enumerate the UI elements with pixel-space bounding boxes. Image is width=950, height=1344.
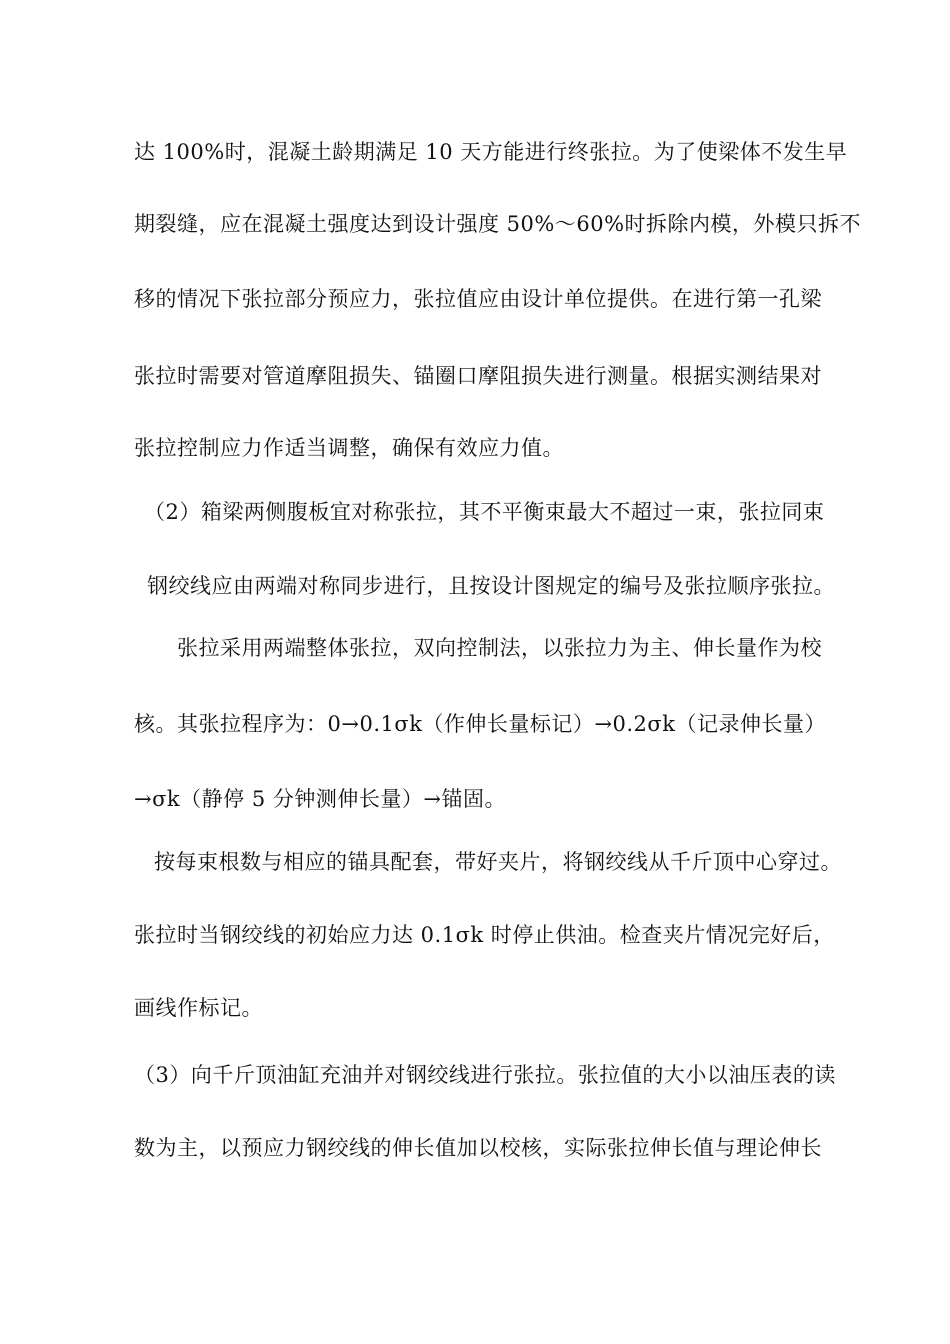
- text-line-5: 张拉控制应力作适当调整，确保有效应力值。: [134, 436, 564, 460]
- text-line-11: 按每束根数与相应的锚具配套，带好夹片，将钢绞线从千斤顶中心穿过。: [154, 850, 842, 874]
- text-line-9: 核。其张拉程序为：0→0.1σk（作伸长量标记）→0.2σk（记录伸长量）: [134, 712, 826, 736]
- text-line-13: 画线作标记。: [134, 996, 263, 1020]
- text-line-4: 张拉时需要对管道摩阻损失、锚圈口摩阻损失进行测量。根据实测结果对: [134, 364, 822, 388]
- text-line-2: 期裂缝，应在混凝土强度达到设计强度 50%～60%时拆除内模，外模只拆不: [134, 212, 862, 236]
- text-line-6: （2）箱梁两侧腹板宜对称张拉，其不平衡束最大不超过一束，张拉同束: [144, 500, 825, 524]
- text-line-1: 达 100%时，混凝土龄期满足 10 天方能进行终张拉。为了使梁体不发生早: [134, 140, 848, 164]
- text-line-14: （3）向千斤顶油缸充油并对钢绞线进行张拉。张拉值的大小以油压表的读: [134, 1063, 836, 1087]
- text-line-8: 张拉采用两端整体张拉，双向控制法，以张拉力为主、伸长量作为校: [177, 636, 822, 660]
- text-line-12: 张拉时当钢绞线的初始应力达 0.1σk 时停止供油。检查夹片情况完好后，: [134, 923, 835, 947]
- text-line-7: 钢绞线应由两端对称同步进行，且按设计图规定的编号及张拉顺序张拉。: [147, 574, 835, 598]
- text-line-15: 数为主，以预应力钢绞线的伸长值加以校核，实际张拉伸长值与理论伸长: [134, 1136, 822, 1160]
- text-line-3: 移的情况下张拉部分预应力，张拉值应由设计单位提供。在进行第一孔梁: [134, 287, 822, 311]
- text-line-10: →σk（静停 5 分钟测伸长量）→锚固。: [134, 787, 506, 811]
